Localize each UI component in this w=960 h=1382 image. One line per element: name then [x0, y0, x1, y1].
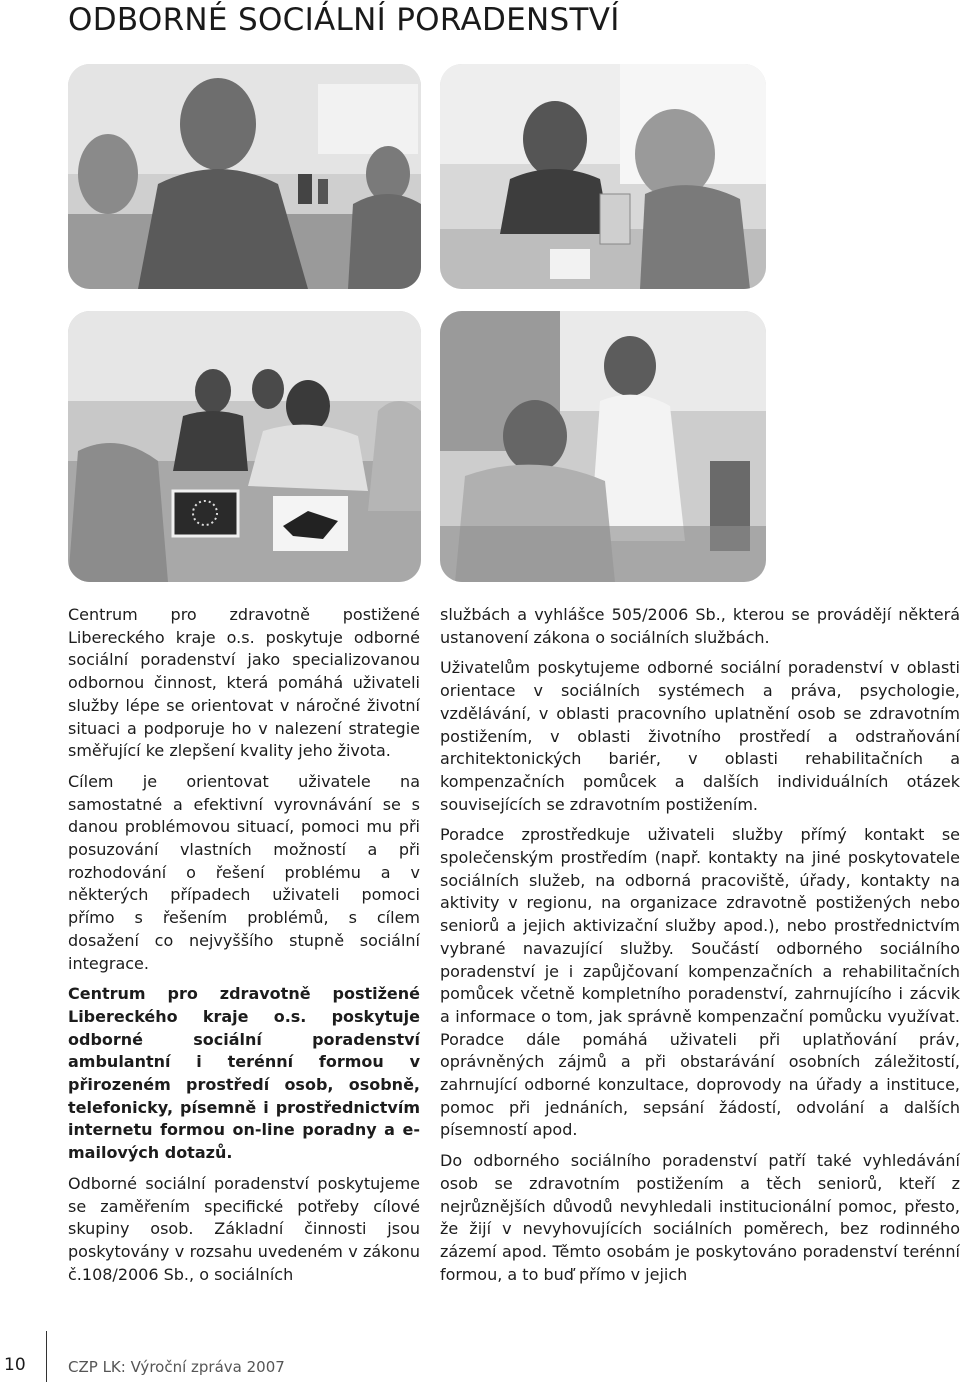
- page-title: ODBORNÉ SOCIÁLNÍ PORADENSTVÍ: [68, 2, 620, 38]
- intro-paragraph: Centrum pro zdravotně postižené Libereckého kraje o.s. poskytuje odborné sociální poradenství jako specializovanou odbornou činnost, která pomáhá uživateli služby lépe se orientovat v náročné životní situaci a podporuje ho v nalezení strategie směřující ke zlepšení kvality jeho života.: [68, 605, 420, 761]
- photo-two-women-consulting: [440, 64, 766, 289]
- contacts-paragraph: Poradce zprostředkuje uživateli služby přímý kontakt se společenským prostředím (např. kontakty na jiné poskytovatele sociálních služeb, na odborná pracoviště, úřady, kontakty na aktivity v regionu, na organizace zdravotně postižených nebo seniorů a jejich aktivizační služby apod.), nebo prostřednictvím vybrané navazující služby. Součástí odborného sociálního poradenství je i zapůjčovaní kompenzačních a rehabilitačních pomůcek včetně kompletního poradenství, zahrnujícího i zácvik a informace o tom, jak správně kompenzační pomůcku využívat. Poradce dále pomáhá uživateli při uplatňování práv, oprávněných zájmů a při obstarávání osobních záležitostí, zahrnující odborné konzultace, doprovody na úřady a instituce, pomoc při jednáních, sepsání žádostí, odvolání a dalších písemností apod.: [440, 825, 960, 1140]
- photo-group-discussion: [68, 64, 421, 289]
- photo-worker-with-client: [440, 311, 766, 582]
- footer-publication: CZP LK: Výroční zpráva 2007: [68, 1358, 285, 1376]
- right-text-column: [440, 604, 960, 1304]
- field-work-paragraph: Do odborného sociálního poradenství patří také vyhledávání osob se zdravotním postižením a těch seniorů, kteří z nejrůznějších důvodů nevyhledali institucionální pomoc, přesto, že žijí v nevyhovujících sociálních poměrech, bez rodinného zázemí apod. Těmto osobám je poskytováno poradenství terénní formou, a to buď přímo v jejich: [440, 1151, 960, 1284]
- goal-paragraph: Cílem je orientovat uživatele na samostatné a efektivní vyrovnávání se s danou problémovou situací, pomoci mu při posuzování vlastních možností a při rozhodování o řešení problému a v některých případech uživateli pomoci přímo s řešením problémů, s cílem dosažení co nejvyššího stupně sociální integrace.: [68, 771, 420, 973]
- target-group-paragraph: Odborné sociální poradenství poskytujeme se zaměřením specifické potřeby cílové skupiny osob. Základní činnosti jsou poskytovány v rozsahu uvedeném v zákonu č.108/2006 Sb., o sociálních: [68, 1173, 420, 1284]
- photo-seminar-eu-flag: [68, 311, 421, 582]
- left-text-column: [68, 604, 420, 1304]
- footer-divider: [46, 1331, 47, 1382]
- areas-paragraph: Uživatelům poskytujeme odborné sociální poradenství v oblasti orientace v sociálních systémech a práva, psychologie, vzdělávání, v oblasti pracovního uplatnění osob se zdravotním postižením, v oblasti životního prostředí a odstraňování architektonických bariér, v oblasti rehabilitačních a kompenzačních pomůcek a dalších individuálních otázek souvisejících se zdravotním postižením.: [440, 658, 960, 814]
- page-number: 10: [4, 1355, 26, 1375]
- law-continuation-paragraph: službách a vyhlášce 505/2006 Sb., kterou se provádějí některá ustanovení zákona o sociálních službách.: [440, 605, 960, 647]
- service-forms-paragraph: Centrum pro zdravotně postižené Libereckého kraje o.s. poskytuje odborné sociální poradenství ambulantní i terénní formou v přirozeném prostředí osob, osobně, telefonicky, písemně i prostřednictvím internetu formou on-line poradny a e-mailových dotazů.: [68, 984, 420, 1163]
